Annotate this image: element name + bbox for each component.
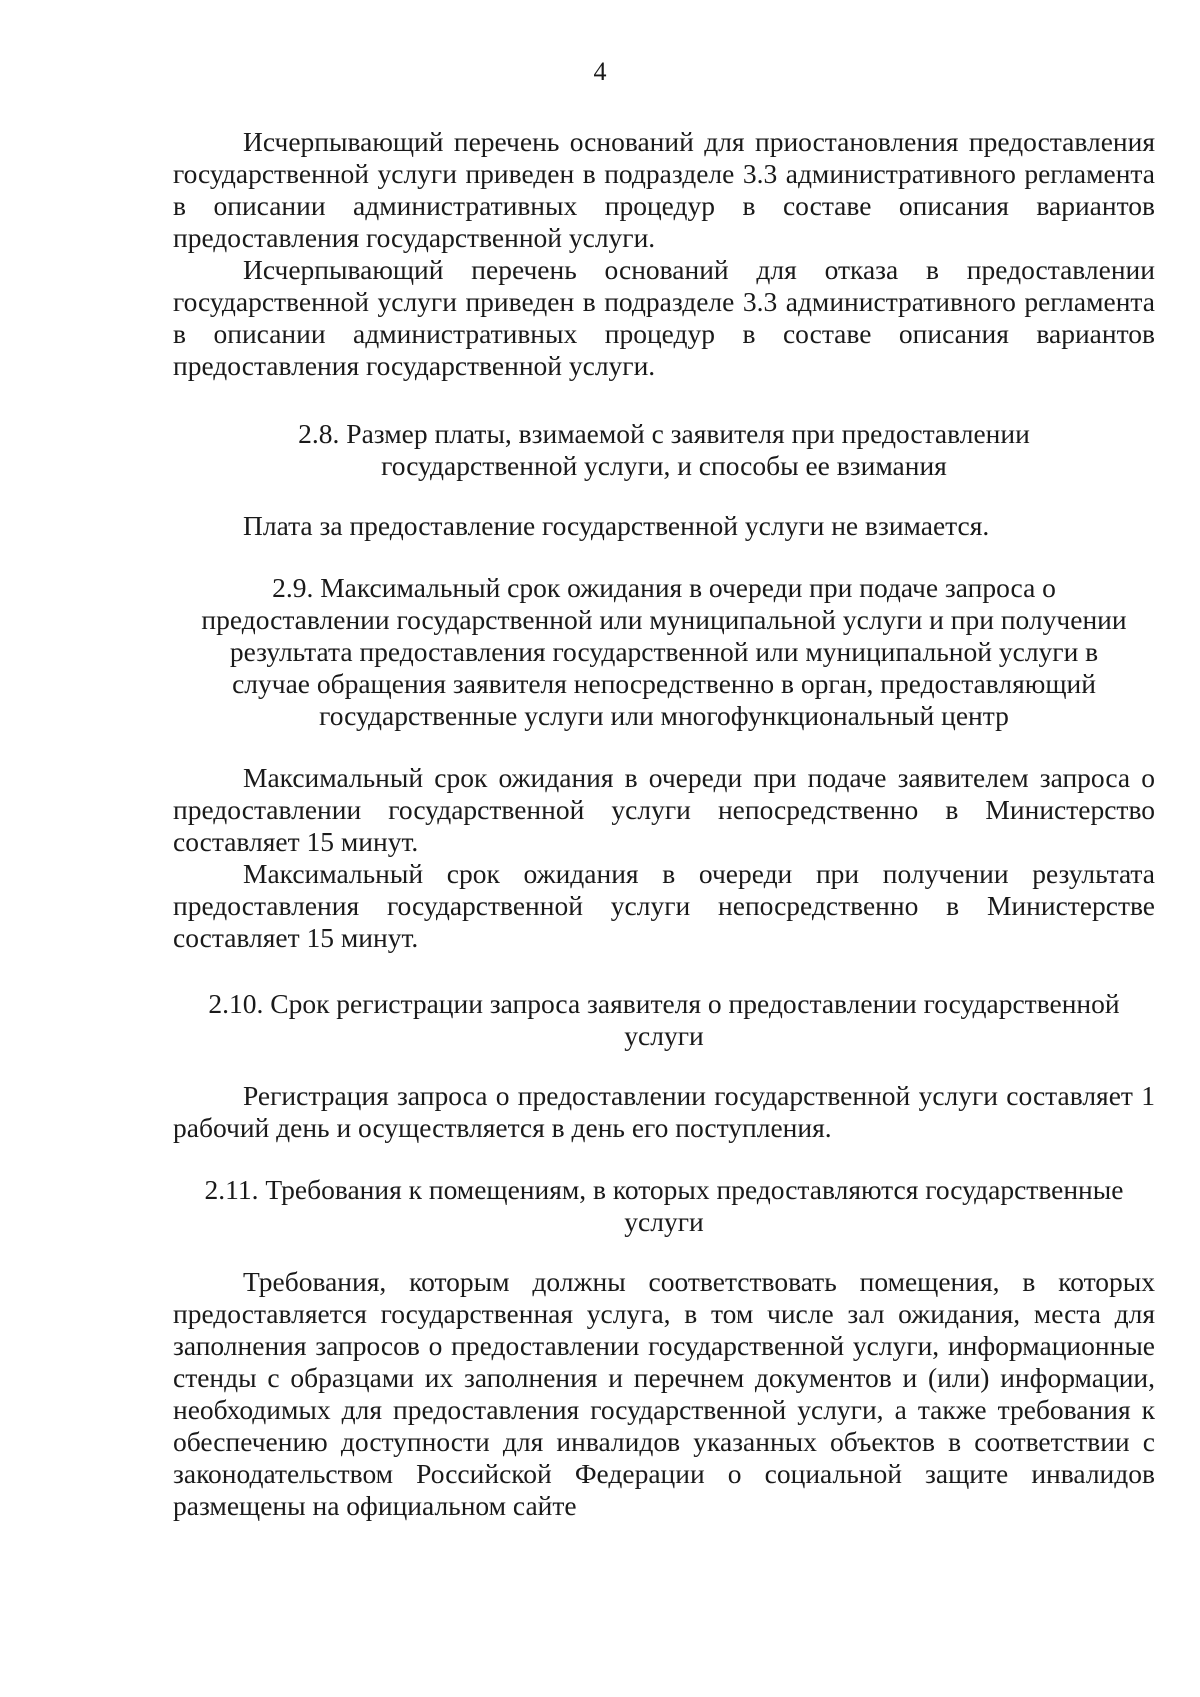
section-2-11-heading (173, 1174, 1155, 1238)
heading-line: случае обращения заявителя непосредственно в орган, предоставляющий (232, 668, 1096, 699)
heading-line: 2.8. Размер платы, взимаемой с заявителя при предоставлении (298, 418, 1030, 449)
section-2-9-heading (173, 572, 1155, 732)
heading-line: 2.11. Требования к помещениям, в которых предоставляются государственные (204, 1174, 1124, 1205)
paragraph-queue-submission: Максимальный срок ожидания в очереди при подаче заявителем запроса о предоставлении государственной услуги непосредственно в Министерство составляет 15 минут. (173, 762, 1155, 857)
heading-line: государственной услуги, и способы ее взимания (381, 450, 947, 481)
paragraph-suspension-grounds: Исчерпывающий перечень оснований для приостановления предоставления государственной услуги приведен в подразделе 3.3 административного регламента в описании административных процедур в составе описания вариантов предоставления государственной услуги. (173, 126, 1155, 253)
paragraph-premises-requirements: Требования, которым должны соответствовать помещения, в которых предоставляется государственная услуга, в том числе зал ожидания, места для заполнения запросов о предоставлении государственной услуги, информационные стенды с образцами их заполнения и перечнем документов и (или) информации, необходимых для предоставления государственной услуги, а также требования к обеспечению доступности для инвалидов указанных объектов в соответствии с законодательством Российской Федерации о социальной защите инвалидов размещены на официальном сайте (173, 1266, 1155, 1521)
paragraph-fee: Плата за предоставление государственной услуги не взимается. (243, 510, 990, 541)
document-body (173, 126, 1155, 1522)
heading-line: результата предоставления государственной или муниципальной услуги в (229, 636, 1099, 667)
heading-line: предоставлении государственной или муниципальной услуги и при получении (201, 604, 1127, 635)
heading-line: 2.9. Максимальный срок ожидания в очереди при подаче запроса о (272, 572, 1056, 603)
heading-line: государственные услуги или многофункциональный центр (319, 700, 1009, 731)
heading-line: 2.10. Срок регистрации запроса заявителя о предоставлении государственной (208, 988, 1120, 1019)
heading-line: услуги (624, 1206, 704, 1237)
heading-line: услуги (624, 1020, 704, 1051)
paragraph-registration: Регистрация запроса о предоставлении государственной услуги составляет 1 рабочий день и осуществляется в день его поступления. (173, 1080, 1155, 1143)
paragraph-refusal-grounds: Исчерпывающий перечень оснований для отказа в предоставлении государственной услуги приведен в подразделе 3.3 административного регламента в описании административных процедур в составе описания вариантов предоставления государственной услуги. (173, 254, 1155, 381)
page-number: 4 (593, 57, 607, 86)
section-2-10-heading (173, 988, 1155, 1052)
section-2-8-heading (173, 418, 1155, 482)
paragraph-queue-result: Максимальный срок ожидания в очереди при получении результата предоставления государственной услуги непосредственно в Министерстве составляет 15 минут. (173, 858, 1155, 953)
